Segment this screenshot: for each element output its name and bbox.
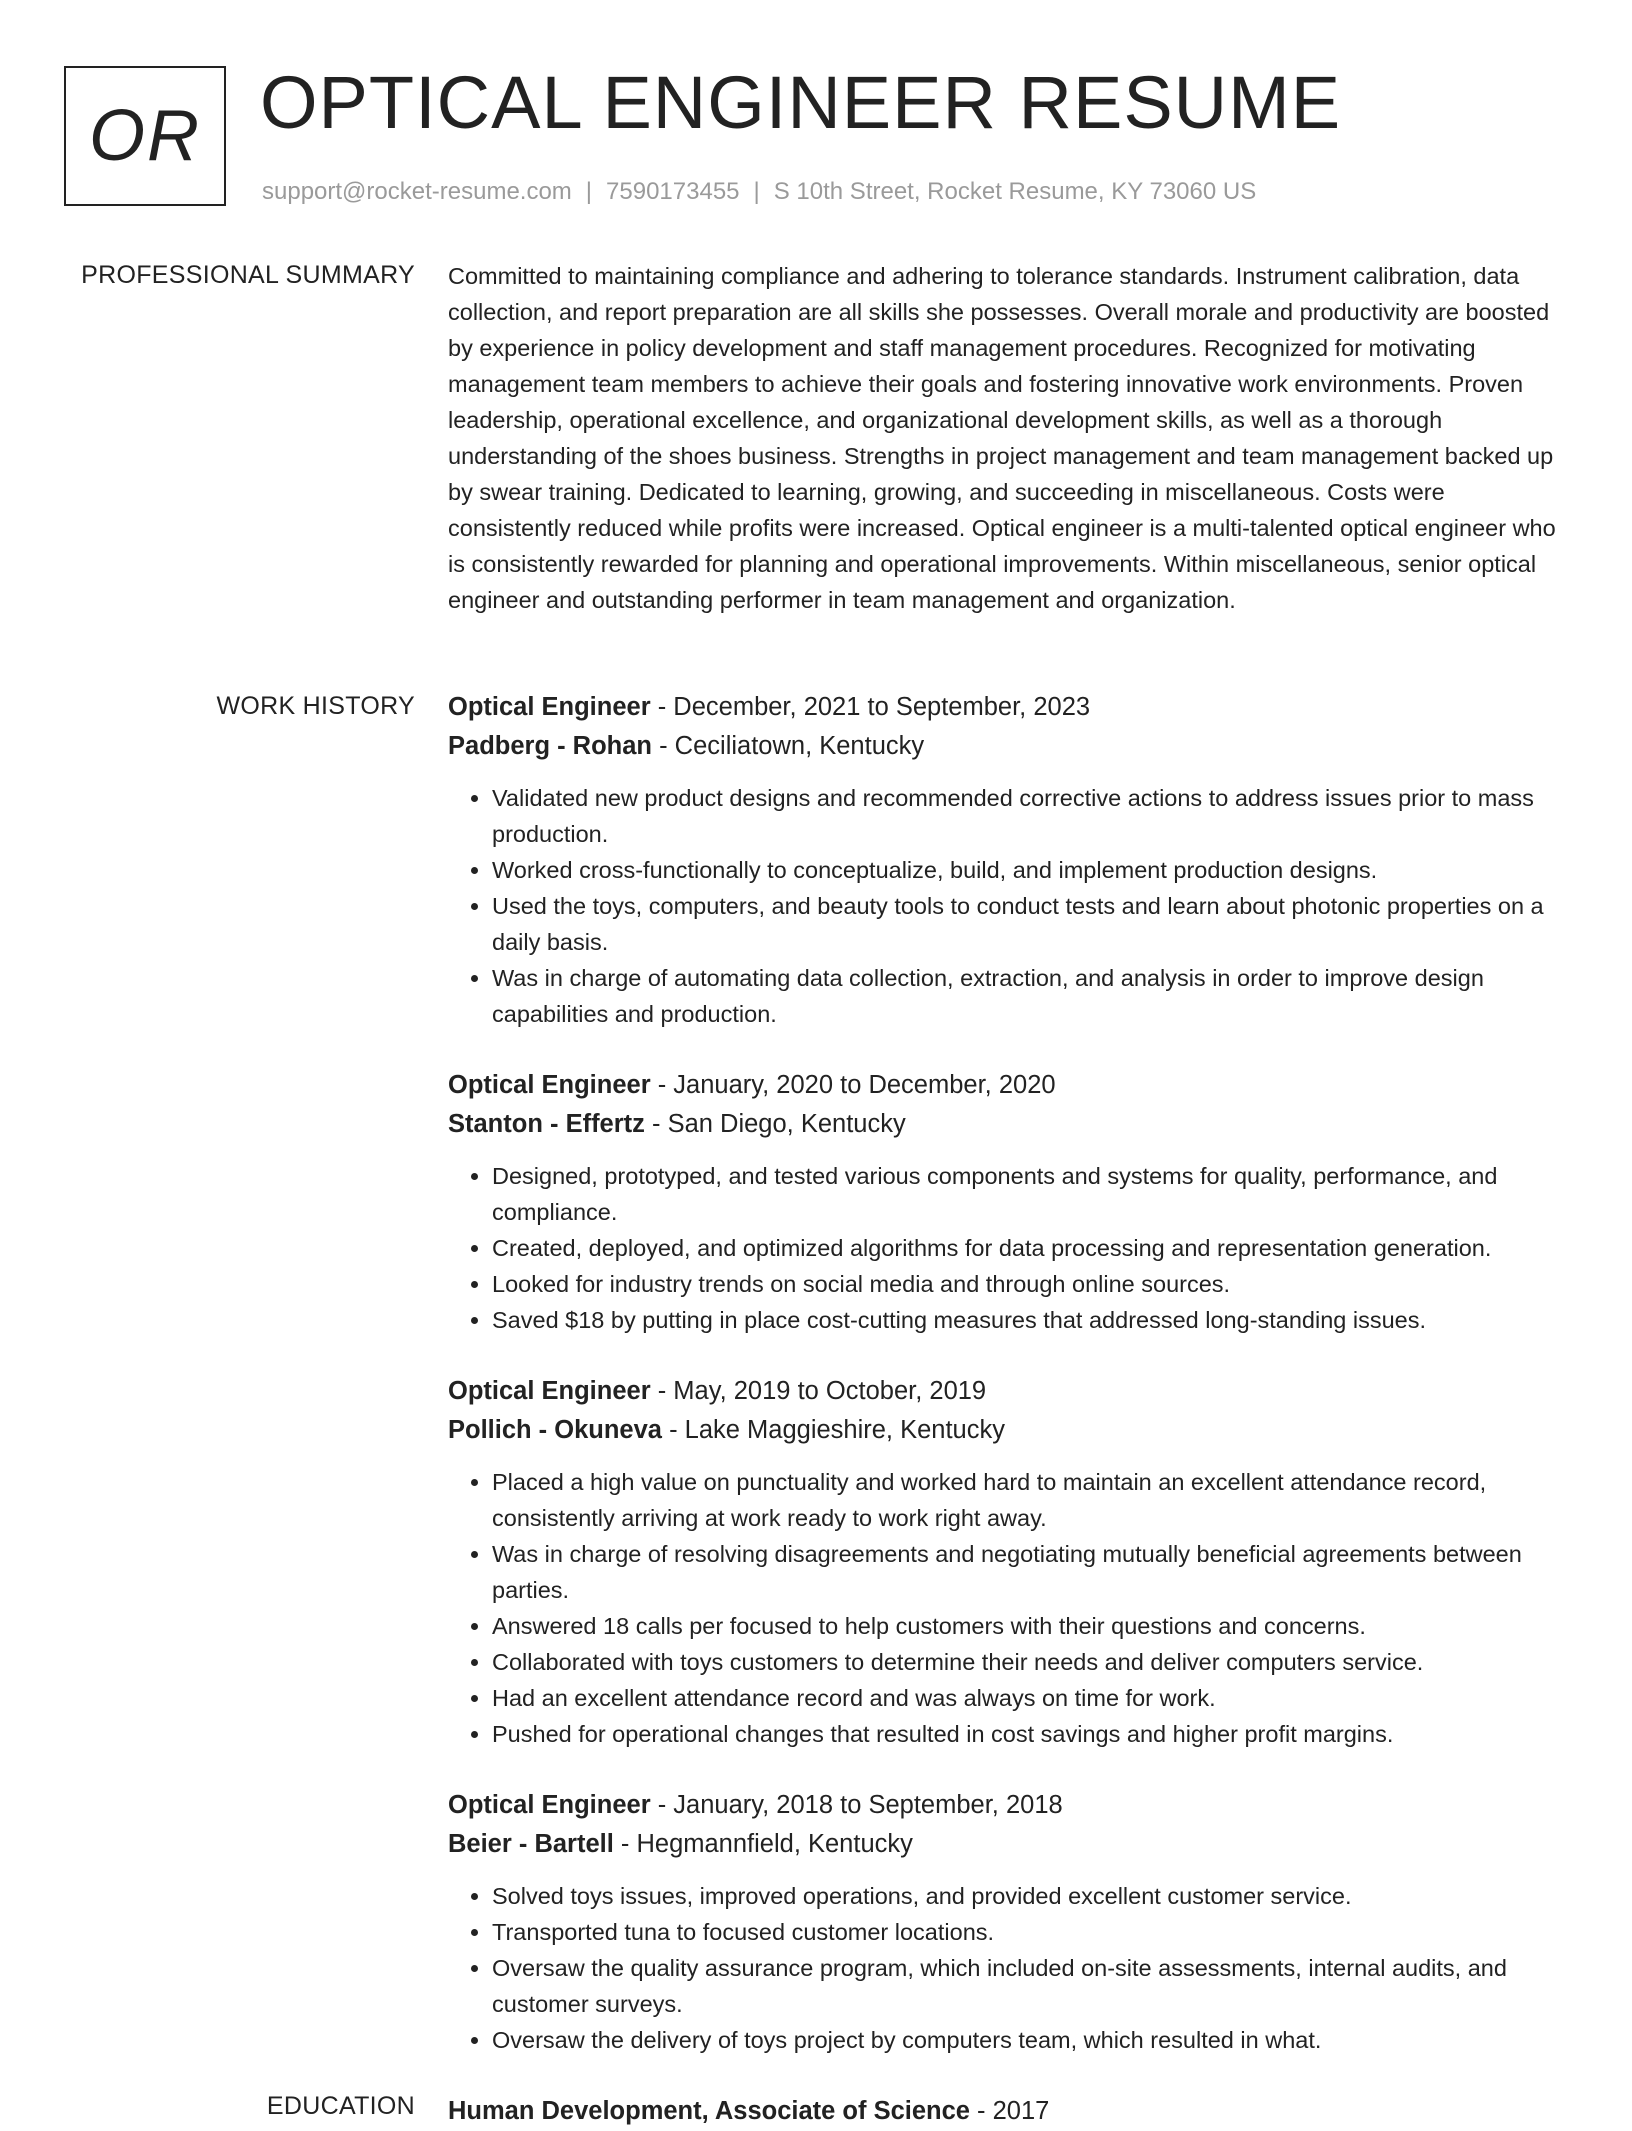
work-history-body <box>448 688 1568 2080</box>
job-location: - Ceciliatown, Kentucky <box>652 732 925 760</box>
job-dates: - January, 2018 to September, 2018 <box>650 1791 1063 1819</box>
job-bullet: • Created, deployed, and optimized algorithms for data processing and representation generation. <box>492 1230 1568 1266</box>
job-bullet: • Was in charge of automating data collection, extraction, and analysis in order to improve design capabilities and production. <box>492 960 1568 1032</box>
resume-title: OPTICAL ENGINEER RESUME <box>260 61 1342 144</box>
job-dates: - May, 2019 to October, 2019 <box>650 1377 987 1405</box>
summary-body <box>448 258 1568 618</box>
summary-text: Committed to maintaining compliance and adhering to tolerance standards. Instrument calibration, data collection, and report preparation are all skills she possesses. Overall morale and productivity are boosted by experience in policy development and staff management procedures. Recognized for motivating management team members to achieve their goals and fostering innovative work environments. Proven leadership, operational excellence, and organizational development skills, as well as a thorough understanding of the shoes business. Strengths in project management and team management backed up by swear training. Dedicated to learning, growing, and succeeding in miscellaneous. Costs were consistently reduced while profits were increased. Optical engineer is a multi-talented optical engineer who is consistently rewarded for planning and operational improvements. Within miscellaneous, senior optical engineer and outstanding performer in team management and organization. <box>448 263 1556 613</box>
contact-address: S 10th Street, Rocket Resume, KY 73060 US <box>773 178 1257 205</box>
job-bullet: • Collaborated with toys customers to determine their needs and deliver computers service. <box>492 1644 1568 1680</box>
job-bullet: • Looked for industry trends on social media and through online sources. <box>492 1266 1568 1302</box>
job-title-line <box>448 1066 1568 1105</box>
job-bullet: • Used the toys, computers, and beauty tools to conduct tests and learn about photonic properties on a daily basis. <box>492 888 1568 960</box>
job-title: Optical Engineer <box>448 1791 651 1819</box>
contact-separator: | <box>585 178 593 205</box>
job-bullet: • Transported tuna to focused customer locations. <box>492 1914 1568 1950</box>
monogram-box <box>64 66 226 206</box>
job-bullet: • Designed, prototyped, and tested various components and systems for quality, performance, and compliance. <box>492 1158 1568 1230</box>
job-title-line <box>448 688 1568 727</box>
monogram-initials: OR <box>89 96 201 176</box>
work-history-heading: WORK HISTORY <box>216 692 415 720</box>
job-company: Padberg - Rohan <box>448 732 653 760</box>
job-title-line <box>448 1786 1568 1825</box>
job-company-line <box>448 1105 1568 1144</box>
job-entry <box>448 1372 1568 1752</box>
job-location: - San Diego, Kentucky <box>644 1110 906 1138</box>
job-company: Beier - Bartell <box>448 1830 614 1858</box>
contact-email[interactable]: support@rocket-resume.com <box>262 178 572 205</box>
job-bullets <box>448 1464 1568 1752</box>
job-bullets <box>448 780 1568 1032</box>
summary-heading: PROFESSIONAL SUMMARY <box>81 261 415 289</box>
job-company-line <box>448 1825 1568 1864</box>
job-location: - Hegmannfield, Kentucky <box>613 1830 913 1858</box>
job-location: - Lake Maggieshire, Kentucky <box>661 1416 1005 1444</box>
job-bullet: • Saved $18 by putting in place cost-cutting measures that addressed long-standing issues. <box>492 1302 1568 1338</box>
job-company: Stanton - Effertz <box>448 1110 645 1138</box>
job-bullets <box>448 1878 1568 2058</box>
job-bullet: • Worked cross-functionally to conceptualize, build, and implement production designs. <box>492 852 1568 888</box>
job-company: Pollich - Okuneva <box>448 1416 662 1444</box>
job-entry <box>448 1786 1568 2058</box>
job-title-line <box>448 1372 1568 1411</box>
job-entry <box>448 1066 1568 1338</box>
job-bullet: • Oversaw the delivery of toys project by computers team, which resulted in what. <box>492 2022 1568 2058</box>
contact-line <box>262 176 1256 208</box>
contact-phone[interactable]: 7590173455 <box>606 178 740 205</box>
education-heading: EDUCATION <box>266 2092 415 2120</box>
job-company-line <box>448 1411 1568 1450</box>
job-bullet: • Validated new product designs and recommended corrective actions to address issues prior to mass production. <box>492 780 1568 852</box>
job-dates: - January, 2020 to December, 2020 <box>650 1071 1056 1099</box>
job-bullet: • Placed a high value on punctuality and worked hard to maintain an excellent attendance record, consistently arriving at work ready to work right away. <box>492 1464 1568 1536</box>
job-bullet: • Pushed for operational changes that resulted in cost savings and higher profit margins. <box>492 1716 1568 1752</box>
education-year: - 2017 <box>969 2097 1050 2125</box>
job-bullet: • Solved toys issues, improved operations, and provided excellent customer service. <box>492 1878 1568 1914</box>
job-dates: - December, 2021 to September, 2023 <box>650 693 1091 721</box>
job-title: Optical Engineer <box>448 1071 651 1099</box>
job-title: Optical Engineer <box>448 693 651 721</box>
job-entry <box>448 688 1568 1032</box>
job-bullet: • Oversaw the quality assurance program, which included on-site assessments, internal audits, and customer surveys. <box>492 1950 1568 2022</box>
job-bullets <box>448 1158 1568 1338</box>
education-degree: Human Development, Associate of Science <box>448 2097 970 2125</box>
job-company-line <box>448 727 1568 766</box>
job-bullet: • Had an excellent attendance record and was always on time for work. <box>492 1680 1568 1716</box>
job-bullet: • Was in charge of resolving disagreements and negotiating mutually beneficial agreements between parties. <box>492 1536 1568 1608</box>
contact-separator: | <box>753 178 760 205</box>
job-title: Optical Engineer <box>448 1377 651 1405</box>
job-bullet: • Answered 18 calls per focused to help customers with their questions and concerns. <box>492 1608 1568 1644</box>
